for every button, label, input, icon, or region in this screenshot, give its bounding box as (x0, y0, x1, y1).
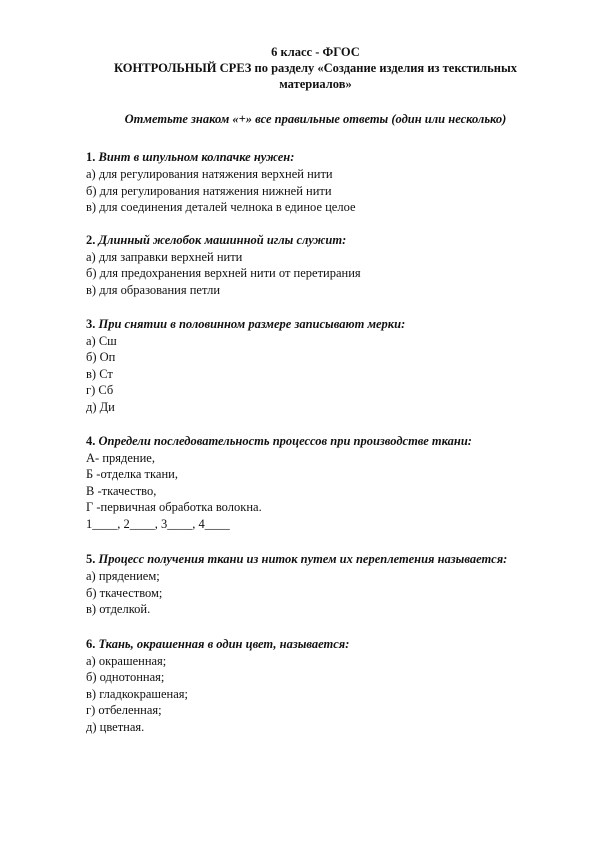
question-text: При снятии в половинном размере записывают мерки: (98, 316, 406, 331)
answer-option: г) отбеленная; (86, 703, 162, 718)
question-number: 2. (86, 232, 96, 247)
process-item: А- прядение, (86, 450, 155, 465)
answer-option: в) для образования петли (86, 282, 221, 297)
answer-option: б) ткачеством; (86, 585, 163, 600)
process-item: Г -первичная обработка волокна. (86, 500, 262, 515)
answer-option: а) окрашенная; (86, 653, 167, 668)
question-text: Процесс получения ткани из ниток путем их переплетения называется: (98, 551, 508, 566)
question-title (86, 636, 545, 653)
question-text: Определи последовательность процессов при производстве ткани: (98, 433, 472, 448)
process-item: В -ткачество, (86, 483, 157, 498)
answer-option: б) Оп (86, 350, 116, 365)
answer-option: а) прядением; (86, 568, 160, 583)
question-title (86, 232, 545, 249)
question-3 (86, 316, 545, 416)
question-5 (86, 551, 545, 618)
question-text: Ткань, окрашенная в один цвет, называется: (98, 636, 350, 651)
question-number: 3. (86, 316, 96, 331)
sequence-blanks[interactable]: 1____, 2____, 3____, 4____ (86, 516, 230, 531)
answer-option: б) для предохранения верхней нити от перетирания (86, 266, 361, 281)
answer-option: б) для регулирования натяжения нижней нити (86, 183, 332, 198)
question-number: 6. (86, 636, 96, 651)
answer-option: в) для соединения деталей челнока в единое целое (86, 200, 356, 215)
document-header (86, 44, 545, 92)
question-title (86, 149, 545, 166)
question-title (86, 316, 545, 333)
question-2 (86, 232, 545, 299)
answer-option: а) для заправки верхней нити (86, 249, 243, 264)
answer-option: в) гладкокрашеная; (86, 686, 189, 701)
process-item: Б -отделка ткани, (86, 467, 178, 482)
question-6 (86, 636, 545, 736)
question-1 (86, 149, 545, 216)
question-text: Винт в шпульном колпачке нужен: (98, 150, 295, 164)
question-4 (86, 433, 545, 533)
answer-option: в) отделкой. (86, 602, 151, 617)
question-number: 5. (86, 551, 96, 566)
test-title: КОНТРОЛЬНЫЙ СРЕЗ по разделу «Создание изделия из текстильных материалов» (114, 61, 517, 91)
answer-option: в) Ст (86, 366, 113, 381)
answer-option: г) Сб (86, 383, 114, 398)
answer-option: д) цветная. (86, 720, 145, 735)
grade-line: 6 класс - ФГОС (271, 45, 360, 59)
question-number: 1. (86, 150, 96, 164)
answer-option: б) однотонная; (86, 670, 165, 685)
answer-option: а) Сш (86, 333, 117, 348)
question-title (86, 551, 545, 568)
question-text: Длинный желобок машинной иглы служит: (98, 232, 347, 247)
question-title (86, 433, 545, 450)
answer-option: а) для регулирования натяжения верхней нити (86, 167, 333, 181)
instruction-text: Отметьте знаком «+» все правильные ответы (один или несколько) (124, 112, 507, 126)
answer-option: д) Ди (86, 399, 115, 414)
question-number: 4. (86, 433, 96, 448)
